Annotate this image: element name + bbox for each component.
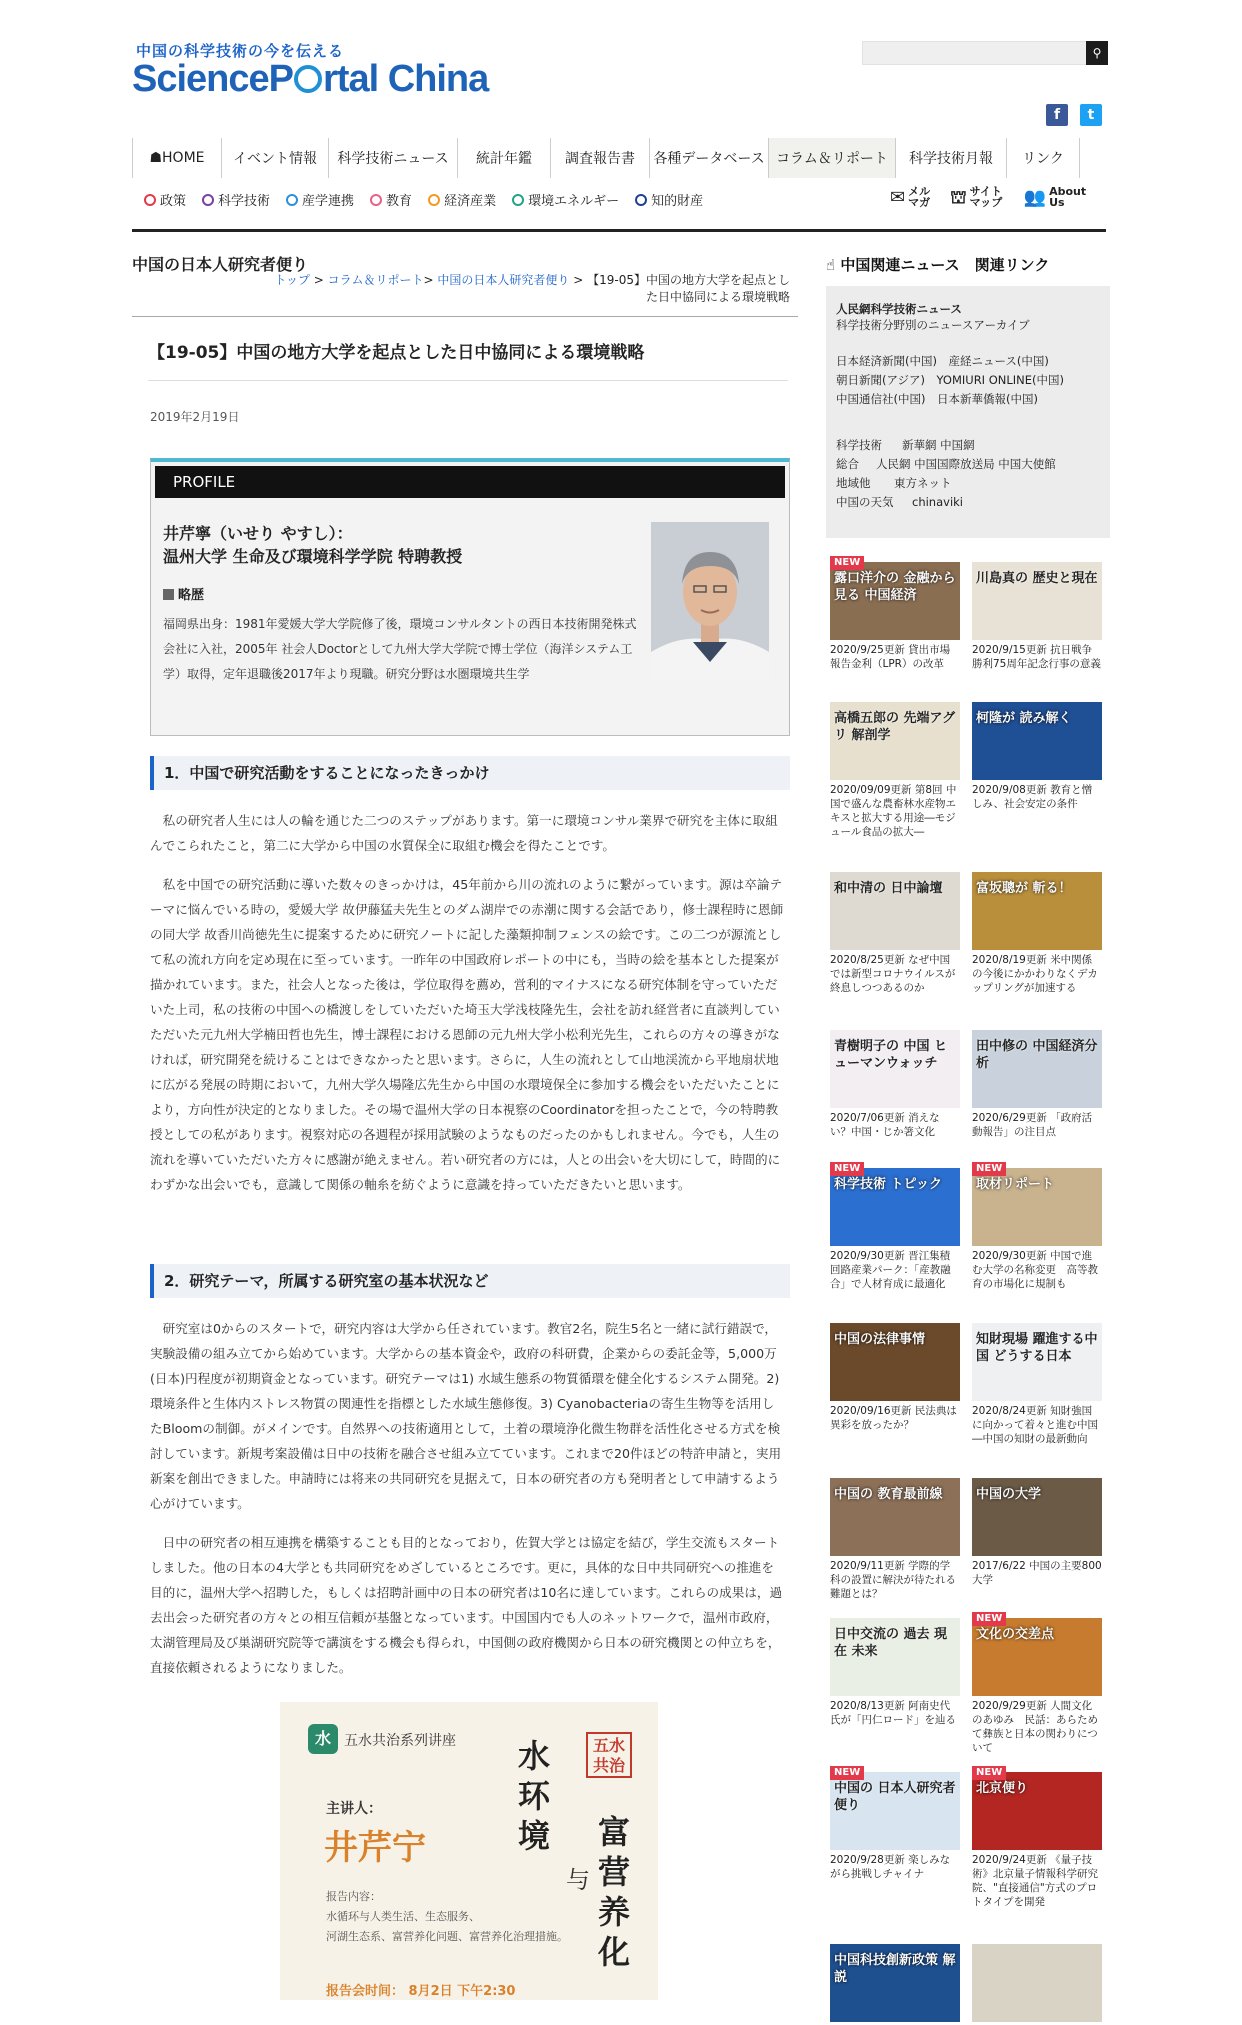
article-paragraph: 研究室は0からのスタートで，研究内容は大学から任されています。教官2名，院生5名と一緒に試行錯誤で，実験設備の組み立てから始めています。大学からの基本資金や，政府の科研費，企業からの委託金等，5,000万(日本)円程度が初期資金となっています。研究テーマは1) 水域生態系の物質循環を健全化するシステム開発。2) 環境条件と生体内ストレス物質の関連性を指標とした水域生態修復。3) Cyanobacteriaの寄生生物等を活用したBloomの制御。がメインです。自然界への技術適用として，土着の環境浄化微生物群を活性化させる方式を検討しています。新規考案設備は日中の技術を融合させ組み立てています。これまで20件ほどの特許申請と，実用新案を創出できました。申請時には将来の共同研究を見据えて，日本の研究者の方も発明者として申請するよう心がけています。 <box>150 1321 782 1511</box>
column-thumbnail-label: 中国の大学 <box>976 1487 1042 1502</box>
links-label: 中国の天気 <box>836 495 894 509</box>
links-label: 科学技術 <box>836 438 882 452</box>
new-badge: NEW <box>972 1612 1006 1626</box>
column-tile[interactable] <box>972 1767 1102 1909</box>
column-thumbnail-label: 北京便り <box>976 1781 1029 1796</box>
column-thumbnail <box>972 562 1102 640</box>
column-caption: 2020/9/15更新 抗日戦争勝利75周年記念行事の意義 <box>972 644 1101 670</box>
column-caption: 2020/8/25更新 なぜ中国では新型コロナウイルスが終息しつつあるのか <box>830 954 956 994</box>
poster-report-line: 河湖生态系、富营养化问题、富营养化治理措施。 <box>326 1930 568 1943</box>
poster-report-label: 报告内容： <box>326 1890 381 1903</box>
facebook-icon[interactable]: f <box>1046 104 1068 126</box>
nav-yearbook[interactable]: 統計年鑑 <box>457 138 550 178</box>
dot-icon <box>370 194 382 206</box>
section-title: 中国の日本人研究者便り <box>132 255 309 274</box>
poster-logo-icon: 水 <box>308 1724 338 1754</box>
section-heading-2: 2．研究テーマ，所属する研究室の基本状況など <box>150 1264 790 1298</box>
site-tagline: 中国の科学技術の今を伝える <box>136 42 345 60</box>
links-label: 地域他 <box>836 476 871 490</box>
column-caption: 2020/09/09更新 第8回 中国で盛んな農畜林水産物エキスと拡大する用途―モジュール食品の拡大― <box>830 784 957 838</box>
about-link[interactable]: 👥 About Us <box>1023 185 1087 209</box>
article-paragraph: 私を中国での研究活動に導いた数々のきっかけは，45年前から川の流れのように繋がっています。源は卒論テーマに悩んでいる時の，愛媛大学 故伊藤猛夫先生とのダム湖岸での赤潮に関する会話であり，修士課程時に恩師の同大学 故香川尚徳先生に提案するために研究ノートに記した藻類抑制フェンスの絵です。この二つが源流として私の流れ方向を定め現在に至っています。一昨年の中国政府レポートの中にも，当時の絵を基本とした提案が描かれています。また，社会人となった後は，学位取得を薦め，営利的マイナスになる研究体制を守っていただいた上司，私の技術の中国への橋渡しをしていただいた埼玉大学浅枝隆先生，会社を訪れ経営者に直談判していただいた元九州大学楠田哲也先生，博士課程における恩師の元九州大学小松利光先生，これらの方々の導きがなければ，研究開発を続けることはできなかったと思います。さらに，人生の流れとして山地渓流から平地扇状地に広がる発展の時期において，九州大学久場隆広先生から中国の水環境保全に参加する機会をいただいたことにより，方向性が決定的となりました。その場で温州大学の日本視察のCoordinatorを担ったことで，今の特聘教授としての私があります。視察対応の各週程が採用試験のようなものだったのかもしれません。今でも，人生の流れを導いていただいた方々に感謝が絶えません。若い研究者の方には，人との出会いを大切にして，時間的にわずかな出会いでも，意識して関係の軸糸を紡ぐように意識を持っていただきたいと思います。 <box>150 877 784 1192</box>
links-row[interactable]: 新華網 中国網 <box>902 438 975 452</box>
column-thumbnail-label: 露口洋介の 金融から見る 中国経済 <box>834 571 956 603</box>
column-tile[interactable] <box>830 1767 960 1881</box>
pointer-hand-icon: ☝ <box>826 256 836 274</box>
nav-monthly[interactable]: 科学技術月報 <box>895 138 1006 178</box>
new-badge: NEW <box>830 556 864 570</box>
category-science[interactable]: 科学技術 <box>202 190 270 209</box>
column-thumbnail-label: 中国科技創新政策 解説 <box>834 1953 956 1985</box>
column-tile[interactable] <box>830 1618 960 1727</box>
logo-globe-icon <box>294 65 322 93</box>
column-caption: 2020/9/28更新 楽しみながら挑戦しチャイナ <box>830 1854 951 1880</box>
author-photo <box>651 522 769 680</box>
breadcrumb-current: 【19-05】中国の地方大学を起点とした日中協同による環境戦略 <box>587 273 790 304</box>
breadcrumb-top[interactable]: トップ <box>274 273 310 287</box>
column-thumbnail <box>830 872 960 950</box>
section-heading-1: 1．中国で研究活動をすることになったきっかけ <box>150 756 790 790</box>
new-badge: NEW <box>830 1766 864 1780</box>
column-thumbnail-label: 柯隆が 読み解く <box>976 711 1072 726</box>
column-tile[interactable] <box>830 1478 960 1601</box>
poster-time: 报告会时间： 8月2日 下午2:30 <box>326 1984 516 1999</box>
main-nav <box>132 138 1104 178</box>
breadcrumb: トップ > コラム＆リポート> 中国の日本人研究者便り > 【19-05】中国の地方大学を起点とした日中協同による環境戦略 <box>274 273 790 304</box>
links-row[interactable]: 人民網 中国国際放送局 中国大使館 <box>876 457 1056 471</box>
poster-title-2: 与 <box>566 1866 590 1894</box>
dot-icon <box>202 194 214 206</box>
poster-seal: 五水 共治 <box>586 1732 632 1778</box>
breadcrumb-series[interactable]: 中国の日本人研究者便り <box>437 273 570 287</box>
nav-reports[interactable]: 調査報告書 <box>550 138 649 178</box>
column-caption: 2020/09/16更新 民法典は異彩を放ったか？ <box>830 1405 957 1431</box>
column-thumbnail-label: 和中清の 日中論壇 <box>834 881 943 896</box>
column-thumbnail-label: 田中修の 中国経済分析 <box>976 1039 1098 1071</box>
column-caption: 2020/9/30更新 晋江集積回路産業パーク：「産教融合」で人材育成に最適化 <box>830 1250 951 1290</box>
poster-series: 五水共治系列讲座 <box>344 1733 456 1749</box>
category-industry-academia[interactable]: 産学連携 <box>286 190 354 209</box>
news-links-row[interactable]: 中国通信社(中国) 日本新華僑報(中国) <box>836 392 1038 406</box>
column-thumbnail <box>830 1478 960 1556</box>
people-daily-link[interactable]: 人民網科学技術ニュース <box>836 302 962 316</box>
category-environment[interactable]: 環境エネルギー <box>512 190 619 209</box>
column-thumbnail <box>830 702 960 780</box>
dot-icon <box>428 194 440 206</box>
utility-links <box>890 185 1087 209</box>
related-links-box <box>826 286 1110 538</box>
mail-icon: ✉ <box>890 186 906 208</box>
links-row[interactable]: chinaviki <box>912 495 963 509</box>
column-tile[interactable] <box>830 872 960 995</box>
column-tile[interactable] <box>830 1323 960 1432</box>
dot-icon <box>286 194 298 206</box>
nav-columns[interactable]: コラム＆リポート <box>768 138 895 178</box>
article-title: 【19-05】中国の地方大学を起点とした日中協同による環境戦略 <box>148 343 645 363</box>
column-caption: 2020/9/25更新 貸出市場報告金利（LPR）の改革 <box>830 644 951 670</box>
nav-databases[interactable]: 各種データベース <box>649 138 768 178</box>
category-ip[interactable]: 知的財産 <box>635 190 703 209</box>
new-badge: NEW <box>972 1766 1006 1780</box>
column-thumbnail-label: 文化の交差点 <box>976 1627 1055 1642</box>
site-logo[interactable]: ScienceP rtal China <box>132 58 489 100</box>
column-thumbnail <box>972 1030 1102 1108</box>
column-caption: 2020/9/08更新 教育と憎しみ、社会安定の条件 <box>972 784 1093 810</box>
poster-speaker-label: 主讲人： <box>326 1801 382 1817</box>
column-caption: 2020/9/29更新 人間文化のあゆみ 民話：あらためて彝族と日本の関わりについて <box>972 1700 1098 1754</box>
people-icon: 👥 <box>1023 186 1047 208</box>
news-links-row[interactable]: 朝日新聞(アジア) YOMIURI ONLINE(中国) <box>836 373 1065 387</box>
people-daily-desc: 科学技術分野別のニュースアーカイブ <box>836 318 1030 332</box>
column-thumbnail-label: 日中交流の 過去 現在 未来 <box>834 1627 948 1659</box>
column-thumbnail <box>830 1772 960 1850</box>
poster-speaker: 井芹宁 <box>324 1828 426 1868</box>
column-tile[interactable] <box>972 1163 1102 1291</box>
column-caption: 2020/7/06更新 消えない？中国・じか箸文化 <box>830 1112 940 1138</box>
nav-home[interactable]: ☗ HOME <box>132 138 221 178</box>
new-badge: NEW <box>972 1162 1006 1176</box>
column-tile[interactable] <box>830 1030 960 1139</box>
sidebar-title: ☝ 中国関連ニュース 関連リンク <box>826 256 1050 274</box>
sitemap-icon: ⛫ <box>950 186 967 208</box>
article-paragraph: 私の研究者人生には人の輪を通じた二つのステップがあります。第一に環境コンサル業界で研究を主体に取組んでこられたこと，第二に大学から中国の水質保全に取組む機会を得たことです。 <box>150 813 778 853</box>
column-thumbnail <box>830 1323 960 1401</box>
column-thumbnail <box>830 1168 960 1246</box>
dot-icon <box>512 194 524 206</box>
column-caption: 2020/9/11更新 学際的学科の設置に解決が待たれる難題とは？ <box>830 1560 956 1600</box>
nav-news[interactable]: 科学技術ニュース <box>328 138 457 178</box>
header-rule <box>132 229 1106 232</box>
breadcrumb-column[interactable]: コラム＆リポート <box>327 273 424 287</box>
column-tile[interactable] <box>830 702 960 839</box>
column-caption: 2017/6/22 中国の主要800大学 <box>972 1560 1102 1586</box>
column-thumbnail-label: 知財現場 躍進する中国 どうする日本 <box>976 1332 1098 1364</box>
twitter-icon[interactable]: t <box>1080 104 1102 126</box>
poster-title-1: 水环境 <box>518 1737 551 1855</box>
profile-bio: 福岡県出身：1981年愛媛大学大学院修了後，環境コンサルタントの西日本技術開発株式会社に入社，2005年 社会人Doctorとして九州大学大学院で博士学位（海洋システム工学）取得，定年退職後2017年より現職。研究分野は水圏環境共生学 <box>163 617 637 681</box>
column-tile[interactable] <box>830 1944 960 2025</box>
new-badge: NEW <box>830 1162 864 1176</box>
column-thumbnail-label: 中国の 日本人研究者便り <box>834 1781 956 1813</box>
nav-links[interactable]: リンク <box>1006 138 1080 178</box>
column-thumbnail <box>972 1618 1102 1696</box>
column-thumbnail <box>830 1030 960 1108</box>
column-thumbnail-label: 科学技術 トピック <box>834 1177 943 1192</box>
mailmag-link[interactable]: ✉ メル マガ <box>890 185 931 209</box>
column-thumbnail <box>972 1772 1102 1850</box>
search-input[interactable] <box>862 41 1088 65</box>
column-tile[interactable] <box>972 1944 1102 2025</box>
category-economy[interactable]: 経済産業 <box>428 190 496 209</box>
lecture-poster <box>280 1702 658 2000</box>
column-tile[interactable] <box>972 1478 1102 1587</box>
column-tile[interactable] <box>830 557 960 671</box>
column-tile[interactable] <box>972 1030 1102 1139</box>
article-date: 2019年2月19日 <box>150 410 240 424</box>
divider <box>148 380 788 381</box>
column-thumbnail-label: 中国の 教育最前線 <box>834 1487 943 1502</box>
column-tile[interactable] <box>830 1163 960 1291</box>
column-thumbnail-label: 中国の法律事情 <box>834 1332 926 1347</box>
column-thumbnail-label: 富坂聰が 斬る！ <box>976 881 1072 896</box>
dot-icon <box>144 194 156 206</box>
category-policy[interactable]: 政策 <box>144 190 186 209</box>
article-paragraph: 日中の研究者の相互連携を構築することも目的となっており，佐賀大学とは協定を結び，学生交流もスタートしました。他の日本の4大学とも共同研究をめざしているところです。更に，具体的な日中共同研究への推進を目的に，温州大学へ招聘した，もしくは招聘計画中の日本の研究者は10名に達しています。これらの成果は，過去出会った研究者の方々との相互信頼が基盤となっています。中国国内でも人のネットワークで，温州市政府，太湖管理局及び巣湖研究院等で講演をする機会も得られ，中国側の政府機関から日本の研究機関との仲立ちを，直接依頼されるようになりました。 <box>150 1535 783 1675</box>
profile-header: PROFILE <box>155 466 785 498</box>
column-thumbnail <box>830 1618 960 1696</box>
divider <box>132 316 798 317</box>
column-caption: 2020/8/24更新 知財強国に向かって着々と進む中国―中国の知財の最新動向 <box>972 1405 1098 1445</box>
column-thumbnail <box>830 562 960 640</box>
column-caption: 2020/9/24更新 《量子技術》北京量子情報科学研究院、"直接通信"方式のプロトタイプを開発 <box>972 1854 1098 1908</box>
column-thumbnail <box>972 1478 1102 1556</box>
column-thumbnail <box>972 1323 1102 1401</box>
column-thumbnail-label: 高橋五郎の 先端アグリ 解剖学 <box>834 711 956 743</box>
column-thumbnail <box>972 1168 1102 1246</box>
column-thumbnail <box>972 1944 1102 2022</box>
home-icon: ☗ <box>149 150 163 166</box>
column-thumbnail <box>972 872 1102 950</box>
column-thumbnail-label: 青樹明子の 中国 ヒューマンウォッチ <box>834 1039 948 1071</box>
poster-report-line: 水循环与人类生活、生态服务、 <box>326 1910 480 1923</box>
column-tile[interactable] <box>972 872 1102 995</box>
profile-box <box>150 458 790 736</box>
links-label: 総合 <box>836 457 859 471</box>
column-thumbnail-label: 取材リポート <box>976 1177 1055 1192</box>
sitemap-link[interactable]: ⛫ サイト マップ <box>950 185 1003 209</box>
news-links-row[interactable]: 日本経済新聞(中国) 産経ニュース(中国) <box>836 354 1049 368</box>
nav-events[interactable]: イベント情報 <box>221 138 328 178</box>
column-caption: 2020/8/13更新 阿南史代氏が「円仁ロード」を辿る <box>830 1700 956 1726</box>
column-tile[interactable] <box>972 1323 1102 1446</box>
column-tile[interactable] <box>972 1613 1102 1755</box>
category-nav <box>144 190 703 209</box>
poster-title-3: 富营养化 <box>598 1813 631 1971</box>
column-thumbnail-label: 川島真の 歴史と現在 <box>976 571 1098 586</box>
column-caption: 2020/6/29更新 「政府活動報告」の注目点 <box>972 1112 1093 1138</box>
links-row[interactable]: 東方ネット <box>894 476 952 490</box>
column-thumbnail <box>830 1944 960 2022</box>
column-tile[interactable] <box>972 702 1102 811</box>
category-education[interactable]: 教育 <box>370 190 412 209</box>
column-tile[interactable] <box>972 562 1102 671</box>
profile-subheading: 略歴 <box>163 584 204 603</box>
column-caption: 2020/8/19更新 米中関係の今後にかかわりなくデカップリングが加速する <box>972 954 1098 994</box>
profile-name: 井芹寧（いせり やすし）： 温州大学 生命及び環境科学学院 特聘教授 <box>163 524 463 566</box>
dot-icon <box>635 194 647 206</box>
square-bullet-icon <box>163 589 174 600</box>
column-caption: 2020/9/30更新 中国で進む大学の名称変更 高等教育の市場化に規制も <box>972 1250 1098 1290</box>
search-icon[interactable]: ⚲ <box>1086 41 1108 65</box>
column-thumbnail <box>972 702 1102 780</box>
